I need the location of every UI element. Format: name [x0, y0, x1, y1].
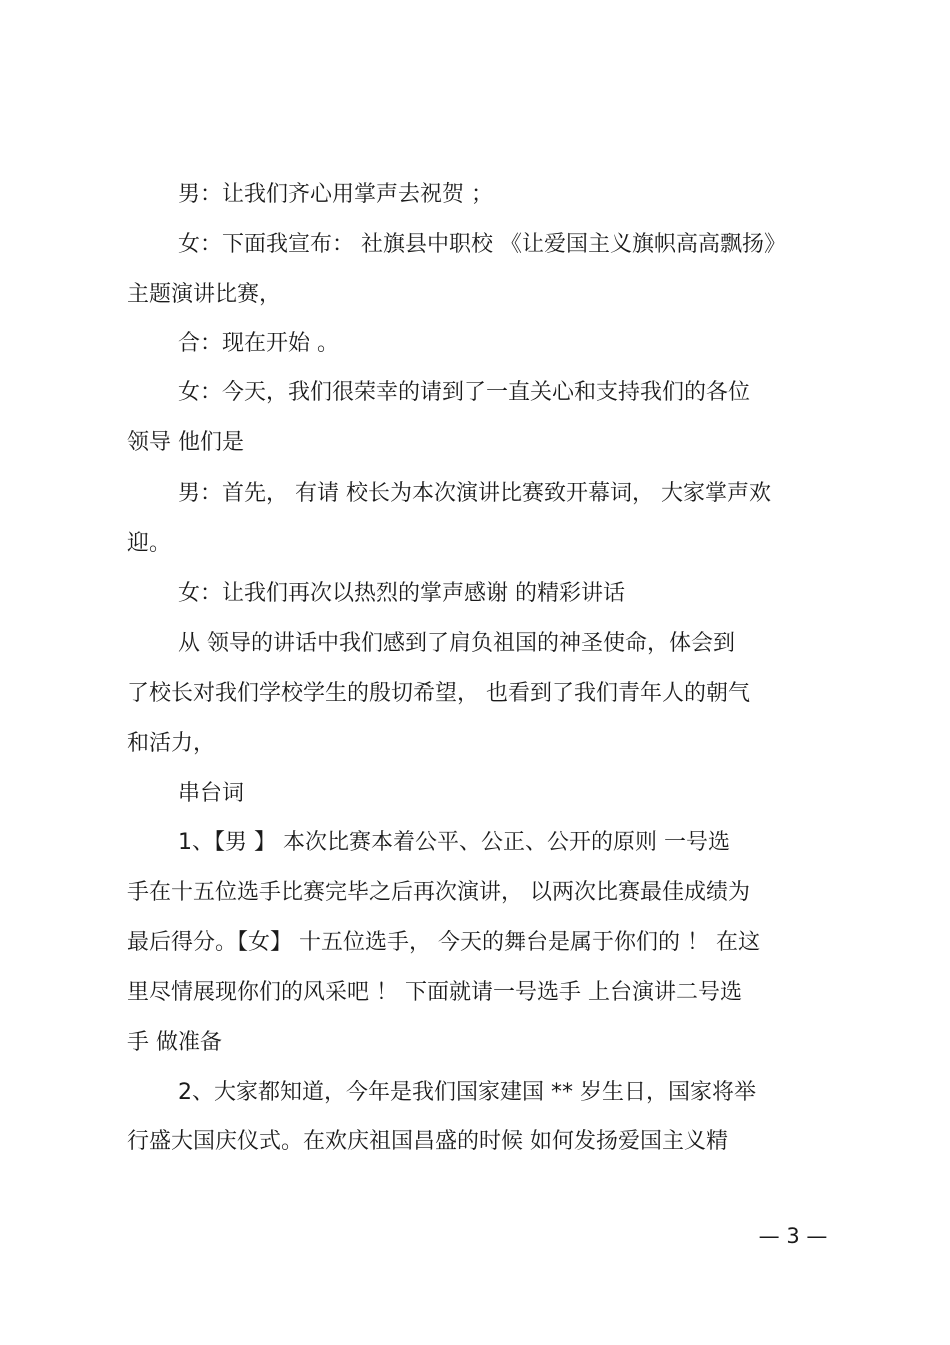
- text-line-3: 主题演讲比赛，: [127, 282, 282, 307]
- text-line-19: 2、大家都知道，今年是我们国家建国 ** 岁生日，国家将举: [178, 1080, 756, 1105]
- text-line-4: 合：现在开始 。: [178, 331, 339, 356]
- text-line-14: 1、【男 】 本次比赛本着公平、公正、公开的原则 一号选: [178, 830, 730, 855]
- text-line-12: 和活力，: [127, 731, 216, 756]
- text-line-20: 行盛大国庆仪式。在欢庆祖国昌盛的时候 如何发扬爱国主义精: [127, 1129, 728, 1154]
- text-line-9: 女：让我们再次以热烈的掌声感谢 的精彩讲话: [178, 581, 625, 606]
- text-line-18: 手 做准备: [127, 1030, 222, 1055]
- text-line-11: 了校长对我们学校学生的殷切希望， 也看到了我们青年人的朝气: [127, 681, 750, 706]
- text-line-13: 串台词: [178, 781, 245, 806]
- text-line-5: 女：今天，我们很荣幸的请到了一直关心和支持我们的各位: [178, 380, 751, 405]
- text-line-7: 男：首先， 有请 校长为本次演讲比赛致开幕词， 大家掌声欢: [178, 481, 771, 506]
- text-line-15: 手在十五位选手比赛完毕之后再次演讲， 以两次比赛最佳成绩为: [127, 880, 750, 905]
- page-number: — 3 —: [758, 1224, 828, 1248]
- text-line-2: 女：下面我宣布： 社旗县中职校 《让爱国主义旗帜高高飘扬》: [178, 232, 786, 257]
- text-line-1: 男：让我们齐心用掌声去祝贺 ；: [178, 182, 493, 207]
- text-line-10: 从 领导的讲话中我们感到了肩负祖国的神圣使命，体会到: [178, 631, 735, 656]
- text-line-6: 领导 他们是: [127, 430, 244, 455]
- text-line-17: 里尽情展现你们的风采吧 ！ 下面就请一号选手 上台演讲二号选: [127, 980, 742, 1005]
- text-line-16: 最后得分。【女】 十五位选手， 今天的舞台是属于你们的 ！ 在这: [127, 930, 760, 955]
- text-line-8: 迎。: [127, 531, 172, 556]
